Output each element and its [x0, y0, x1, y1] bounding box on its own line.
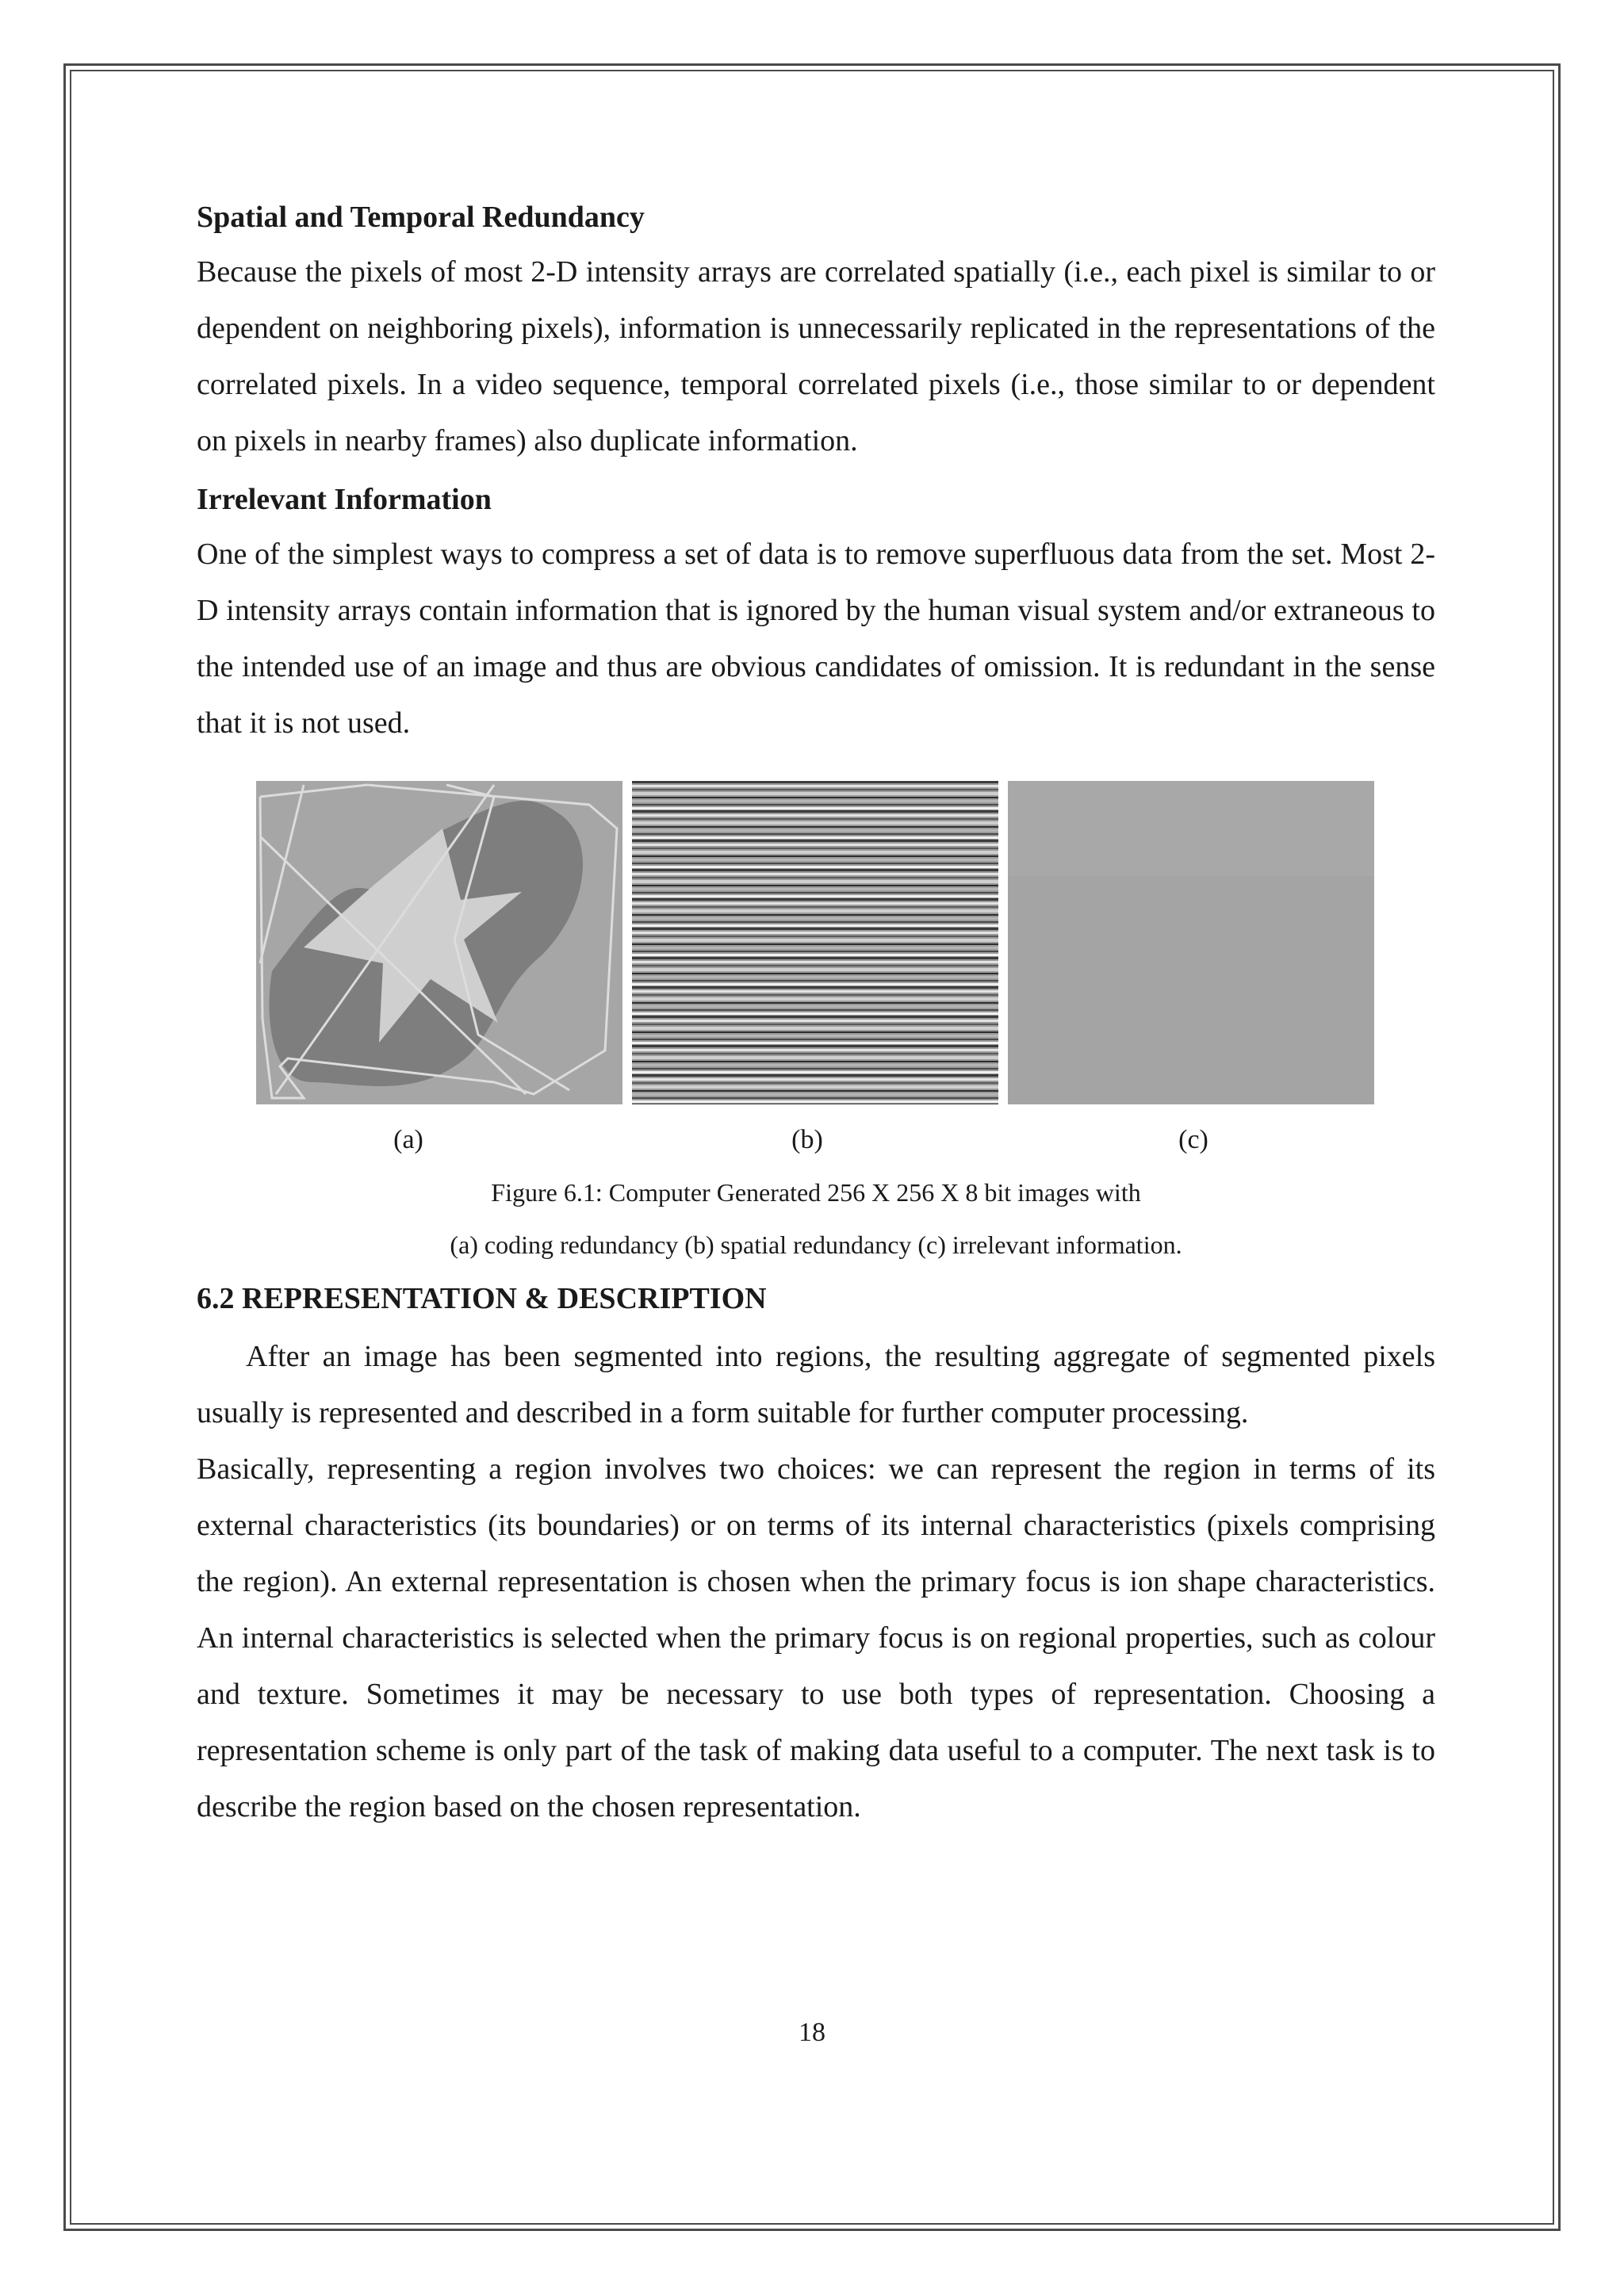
figure-6-1 — [256, 781, 1373, 1114]
figure-label-b: (b) — [791, 1125, 823, 1154]
paragraph-representation-choices: Basically, representing a region involves two choices: we can represent the region in terms of its external characteristics (its boundaries) or on terms of its internal characteristics (pixels comprising the region). An external representation is chosen when the primary focus is ion shape characteristics. An internal characteristics is selected when the primary focus is on regional properties, such as colour and texture. Sometimes it may be necessary to use both types of representation. Choosing a representation scheme is only part of the task of making data useful to a computer. The next task is to describe the region based on the chosen representation. — [197, 1452, 1435, 1823]
figure-image-b — [632, 781, 998, 1104]
heading-spatial-temporal: Spatial and Temporal Redundancy — [197, 201, 645, 234]
heading-representation-description: 6.2 REPRESENTATION & DESCRIPTION — [197, 1282, 767, 1315]
figure-image-c — [1008, 781, 1374, 1104]
heading-irrelevant-information: Irrelevant Information — [197, 483, 492, 516]
page-number: 18 — [799, 2018, 825, 2047]
figure-caption-line1: Figure 6.1: Computer Generated 256 X 256 X 8 bit images with — [491, 1178, 1141, 1207]
paragraph-representation-intro: After an image has been segmented into regions, the resulting aggregate of segmented pixels usually is represented and described in a form suitable for further computer processing. — [197, 1340, 1435, 1429]
figure-caption-line2: (a) coding redundancy (b) spatial redundancy (c) irrelevant information. — [450, 1230, 1182, 1259]
text-block-bottom — [197, 1329, 1435, 1835]
figure-label-c: (c) — [1178, 1125, 1208, 1154]
text-block-top — [197, 190, 1435, 752]
paragraph-irrelevant-information: One of the simplest ways to compress a set of data is to remove superfluous data from the set. Most 2-D intensity arrays contain information that is ignored by the human visual system and/or extraneous to the intended use of an image and thus are obvious candidates of omission. It is redundant in the sense that it is not used. — [197, 538, 1435, 740]
figure-image-a — [256, 781, 622, 1104]
paragraph-spatial-temporal: Because the pixels of most 2-D intensity arrays are correlated spatially (i.e., each pixel is similar to or dependent on neighboring pixels), information is unnecessarily replicated in the representations of the correlated pixels. In a video sequence, temporal correlated pixels (i.e., those similar to or dependent on pixels in nearby frames) also duplicate information. — [197, 255, 1435, 457]
figure-label-a: (a) — [393, 1125, 423, 1154]
